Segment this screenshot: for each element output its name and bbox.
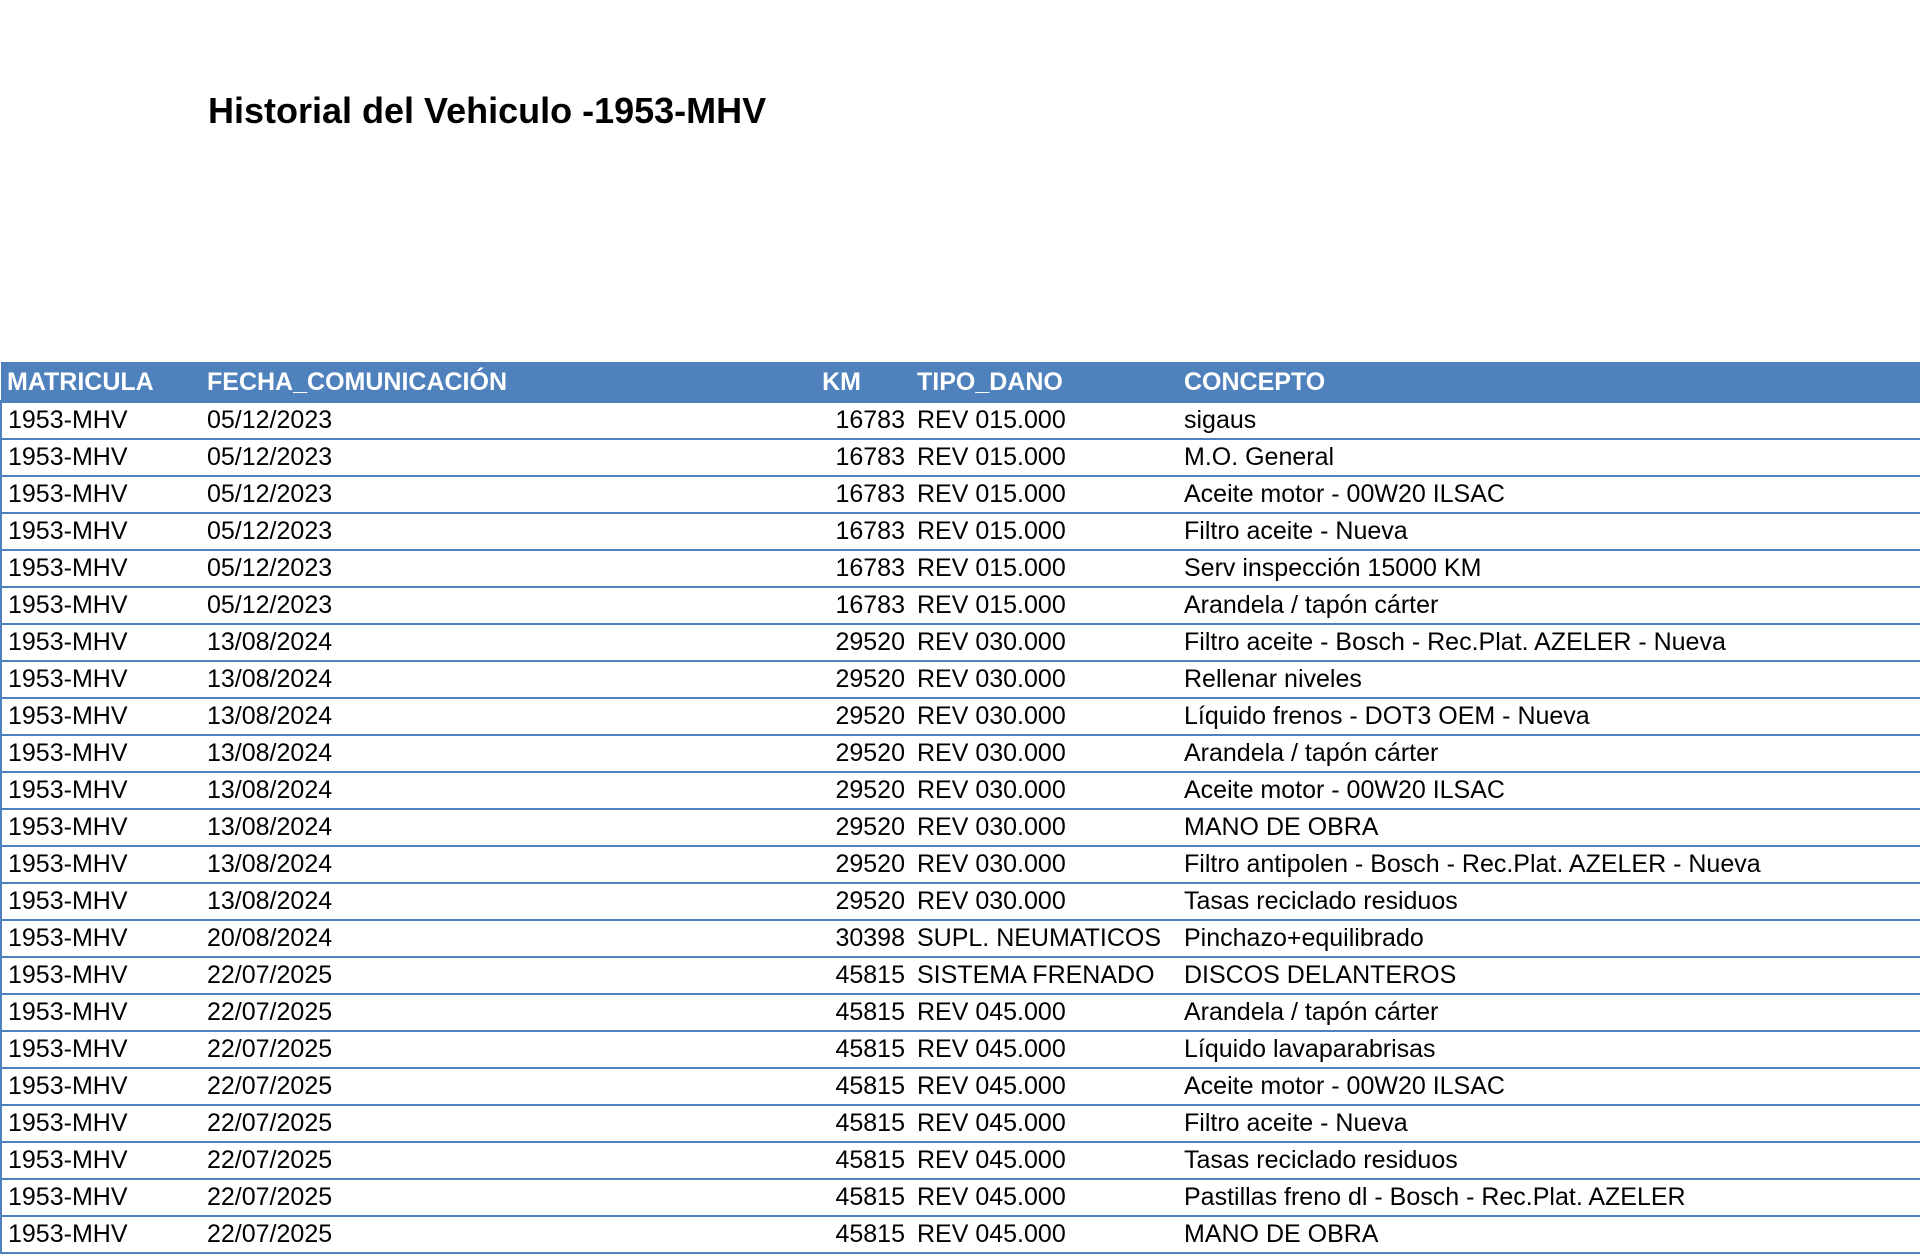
table-row <box>1 883 1920 920</box>
table-row <box>1 587 1920 624</box>
table-body <box>1 402 1920 1254</box>
cell-tipo: REV 045.000 <box>911 1068 1178 1105</box>
cell-km: 45815 <box>801 1068 911 1105</box>
cell-matricula: 1953-MHV <box>1 994 201 1031</box>
cell-km: 29520 <box>801 661 911 698</box>
cell-tipo: REV 045.000 <box>911 994 1178 1031</box>
table-row <box>1 439 1920 476</box>
cell-matricula: 1953-MHV <box>1 735 201 772</box>
cell-concepto: MANO DE OBRA <box>1178 809 1920 846</box>
table-row <box>1 550 1920 587</box>
cell-km: 45815 <box>801 1142 911 1179</box>
cell-tipo: REV 015.000 <box>911 513 1178 550</box>
cell-concepto: M.O. General <box>1178 439 1920 476</box>
table-row <box>1 1068 1920 1105</box>
cell-matricula: 1953-MHV <box>1 1031 201 1068</box>
cell-concepto: Arandela / tapón cárter <box>1178 735 1920 772</box>
cell-matricula: 1953-MHV <box>1 1068 201 1105</box>
table-row <box>1 402 1920 440</box>
column-header-tipo: TIPO_DANO <box>911 364 1178 402</box>
column-header-concepto: CONCEPTO <box>1178 364 1920 402</box>
cell-concepto: Arandela / tapón cárter <box>1178 587 1920 624</box>
cell-tipo: REV 030.000 <box>911 883 1178 920</box>
cell-concepto: Tasas reciclado residuos <box>1178 1142 1920 1179</box>
cell-matricula: 1953-MHV <box>1 624 201 661</box>
cell-concepto: Pastillas freno dl - Bosch - Rec.Plat. AZELER <box>1178 1179 1920 1216</box>
cell-km: 16783 <box>801 550 911 587</box>
cell-tipo: SUPL. NEUMATICOS <box>911 920 1178 957</box>
cell-fecha: 22/07/2025 <box>201 1031 801 1068</box>
table-row <box>1 1105 1920 1142</box>
cell-tipo: REV 030.000 <box>911 772 1178 809</box>
cell-concepto: MANO DE OBRA <box>1178 1216 1920 1253</box>
table-row <box>1 957 1920 994</box>
cell-km: 29520 <box>801 809 911 846</box>
cell-fecha: 13/08/2024 <box>201 624 801 661</box>
table-row <box>1 735 1920 772</box>
cell-fecha: 13/08/2024 <box>201 772 801 809</box>
cell-km: 30398 <box>801 920 911 957</box>
cell-km: 29520 <box>801 772 911 809</box>
cell-km: 45815 <box>801 1105 911 1142</box>
cell-fecha: 22/07/2025 <box>201 994 801 1031</box>
cell-tipo: REV 030.000 <box>911 846 1178 883</box>
cell-fecha: 22/07/2025 <box>201 1068 801 1105</box>
cell-matricula: 1953-MHV <box>1 439 201 476</box>
cell-tipo: REV 030.000 <box>911 624 1178 661</box>
table-row <box>1 994 1920 1031</box>
cell-concepto: Filtro antipolen - Bosch - Rec.Plat. AZELER - Nueva <box>1178 846 1920 883</box>
table-row <box>1 1216 1920 1253</box>
table-row <box>1 846 1920 883</box>
cell-matricula: 1953-MHV <box>1 1179 201 1216</box>
table-row <box>1 661 1920 698</box>
page-title: Historial del Vehiculo -1953-MHV <box>208 90 767 131</box>
cell-matricula: 1953-MHV <box>1 402 201 440</box>
cell-tipo: REV 015.000 <box>911 550 1178 587</box>
cell-tipo: REV 045.000 <box>911 1179 1178 1216</box>
table-row <box>1 809 1920 846</box>
cell-tipo: REV 045.000 <box>911 1105 1178 1142</box>
cell-matricula: 1953-MHV <box>1 1142 201 1179</box>
cell-km: 45815 <box>801 994 911 1031</box>
cell-matricula: 1953-MHV <box>1 698 201 735</box>
cell-concepto: Pinchazo+equilibrado <box>1178 920 1920 957</box>
table-row <box>1 476 1920 513</box>
cell-km: 16783 <box>801 476 911 513</box>
table-header <box>1 364 1920 402</box>
cell-fecha: 13/08/2024 <box>201 735 801 772</box>
cell-fecha: 05/12/2023 <box>201 402 801 440</box>
cell-km: 45815 <box>801 1179 911 1216</box>
table-row <box>1 1031 1920 1068</box>
cell-km: 29520 <box>801 624 911 661</box>
cell-fecha: 13/08/2024 <box>201 809 801 846</box>
cell-fecha: 13/08/2024 <box>201 661 801 698</box>
cell-fecha: 22/07/2025 <box>201 1105 801 1142</box>
cell-concepto: Arandela / tapón cárter <box>1178 994 1920 1031</box>
cell-matricula: 1953-MHV <box>1 846 201 883</box>
header-row <box>1 364 1920 402</box>
cell-concepto: Tasas reciclado residuos <box>1178 883 1920 920</box>
cell-km: 16783 <box>801 402 911 440</box>
cell-km: 45815 <box>801 957 911 994</box>
cell-km: 16783 <box>801 587 911 624</box>
cell-fecha: 13/08/2024 <box>201 883 801 920</box>
cell-fecha: 22/07/2025 <box>201 1216 801 1253</box>
cell-tipo: SISTEMA FRENADO <box>911 957 1178 994</box>
cell-fecha: 22/07/2025 <box>201 1142 801 1179</box>
cell-tipo: REV 015.000 <box>911 439 1178 476</box>
column-header-matricula: MATRICULA <box>1 364 201 402</box>
cell-matricula: 1953-MHV <box>1 513 201 550</box>
cell-matricula: 1953-MHV <box>1 1105 201 1142</box>
cell-fecha: 13/08/2024 <box>201 846 801 883</box>
table-row <box>1 698 1920 735</box>
cell-fecha: 13/08/2024 <box>201 698 801 735</box>
cell-tipo: REV 015.000 <box>911 402 1178 440</box>
cell-concepto: sigaus <box>1178 402 1920 440</box>
cell-fecha: 22/07/2025 <box>201 957 801 994</box>
table-row <box>1 513 1920 550</box>
cell-km: 29520 <box>801 883 911 920</box>
cell-fecha: 05/12/2023 <box>201 587 801 624</box>
cell-concepto: Rellenar niveles <box>1178 661 1920 698</box>
cell-matricula: 1953-MHV <box>1 1216 201 1253</box>
cell-fecha: 05/12/2023 <box>201 476 801 513</box>
table-row <box>1 1179 1920 1216</box>
cell-tipo: REV 030.000 <box>911 661 1178 698</box>
cell-matricula: 1953-MHV <box>1 476 201 513</box>
table-row <box>1 920 1920 957</box>
table-row <box>1 624 1920 661</box>
cell-tipo: REV 045.000 <box>911 1216 1178 1253</box>
cell-km: 16783 <box>801 439 911 476</box>
cell-fecha: 05/12/2023 <box>201 513 801 550</box>
table-row <box>1 772 1920 809</box>
cell-km: 45815 <box>801 1031 911 1068</box>
cell-tipo: REV 030.000 <box>911 809 1178 846</box>
cell-matricula: 1953-MHV <box>1 809 201 846</box>
cell-km: 45815 <box>801 1216 911 1253</box>
cell-tipo: REV 015.000 <box>911 587 1178 624</box>
cell-concepto: Líquido frenos - DOT3 OEM - Nueva <box>1178 698 1920 735</box>
cell-tipo: REV 030.000 <box>911 698 1178 735</box>
column-header-km: KM <box>801 364 911 402</box>
cell-matricula: 1953-MHV <box>1 661 201 698</box>
cell-matricula: 1953-MHV <box>1 550 201 587</box>
cell-concepto: Aceite motor - 00W20 ILSAC <box>1178 476 1920 513</box>
cell-km: 16783 <box>801 513 911 550</box>
cell-matricula: 1953-MHV <box>1 920 201 957</box>
cell-km: 29520 <box>801 698 911 735</box>
cell-matricula: 1953-MHV <box>1 883 201 920</box>
column-header-fecha: FECHA_COMUNICACIÓN <box>201 364 801 402</box>
cell-tipo: REV 045.000 <box>911 1031 1178 1068</box>
cell-km: 29520 <box>801 846 911 883</box>
vehicle-history-table <box>0 362 1920 1254</box>
cell-concepto: Aceite motor - 00W20 ILSAC <box>1178 772 1920 809</box>
cell-concepto: Serv inspección 15000 KM <box>1178 550 1920 587</box>
cell-concepto: Filtro aceite - Nueva <box>1178 513 1920 550</box>
cell-tipo: REV 030.000 <box>911 735 1178 772</box>
cell-km: 29520 <box>801 735 911 772</box>
cell-matricula: 1953-MHV <box>1 587 201 624</box>
cell-fecha: 05/12/2023 <box>201 439 801 476</box>
cell-matricula: 1953-MHV <box>1 772 201 809</box>
cell-concepto: DISCOS DELANTEROS <box>1178 957 1920 994</box>
cell-concepto: Filtro aceite - Nueva <box>1178 1105 1920 1142</box>
cell-concepto: Aceite motor - 00W20 ILSAC <box>1178 1068 1920 1105</box>
cell-concepto: Filtro aceite - Bosch - Rec.Plat. AZELER - Nueva <box>1178 624 1920 661</box>
table-row <box>1 1142 1920 1179</box>
cell-tipo: REV 045.000 <box>911 1142 1178 1179</box>
cell-tipo: REV 015.000 <box>911 476 1178 513</box>
cell-concepto: Líquido lavaparabrisas <box>1178 1031 1920 1068</box>
cell-fecha: 20/08/2024 <box>201 920 801 957</box>
cell-fecha: 22/07/2025 <box>201 1179 801 1216</box>
cell-fecha: 05/12/2023 <box>201 550 801 587</box>
cell-matricula: 1953-MHV <box>1 957 201 994</box>
